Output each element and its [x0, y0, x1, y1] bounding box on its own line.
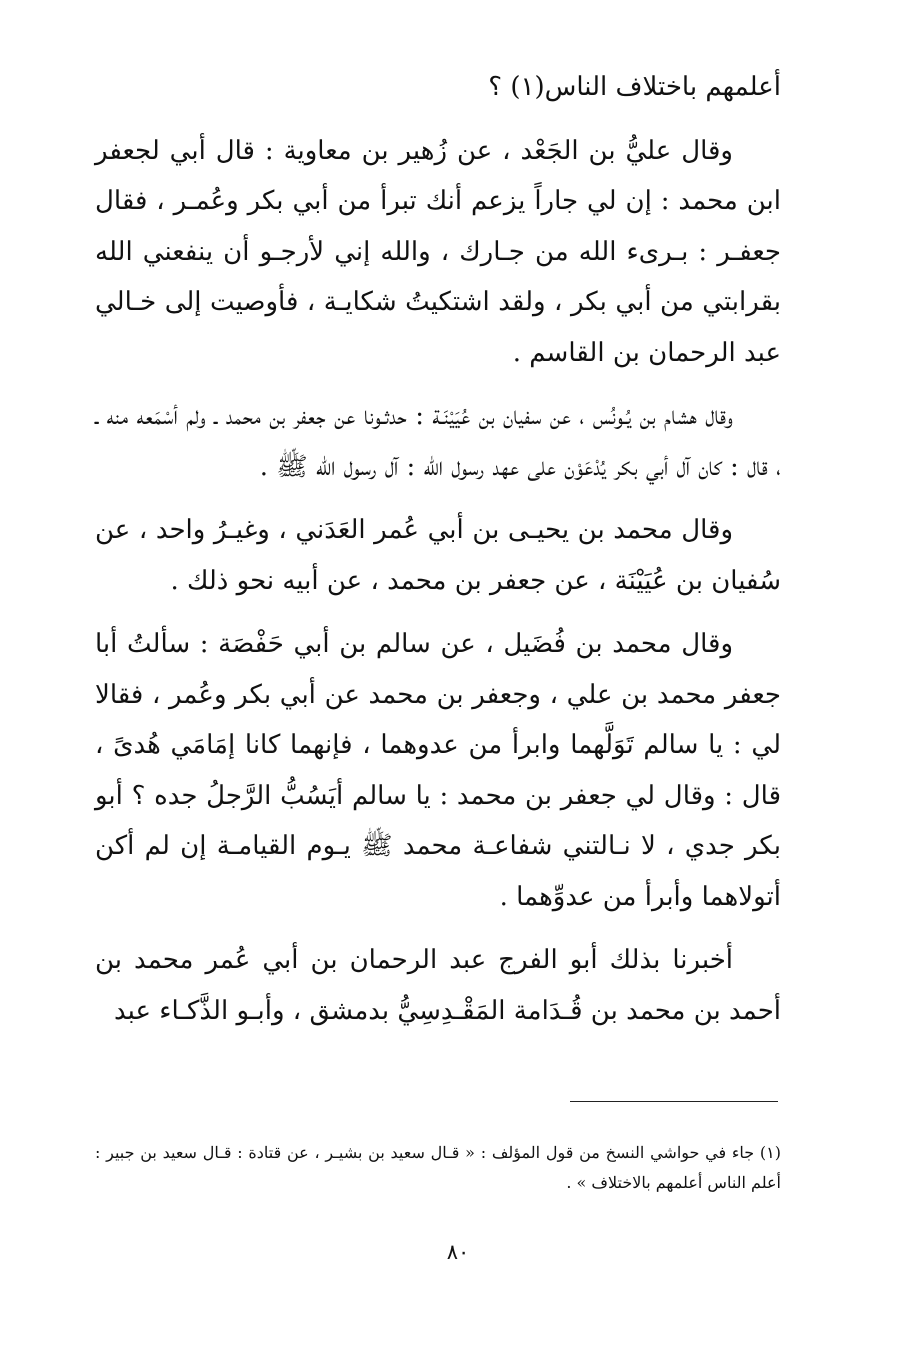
- paragraph-continuation: أعلمهم باختلاف الناس(١) ؟: [488, 72, 781, 102]
- footnote-separator: [570, 1101, 778, 1102]
- footnote: (١) جاء في حواشي النسخ من قول المؤلف : « قـال سعيد بن بشيـر ، عن قتادة : قـال سعيد بن جبير : أعلم الناس أعلمهم بالاختلاف » .: [95, 1143, 781, 1192]
- paragraph: وقال محمد بن يحيـى بن أبي عُمر العَدَني ، وغيـرُ واحد ، عن سُفيان بن عُيَيْنَة ، عن جعفر بن محمد ، عن أبيه نحو ذلك .: [95, 515, 781, 596]
- page-number: ٨٠: [446, 1240, 470, 1264]
- paragraph: وقال هشام بن يُـونُس ، عن سفيان بن عُيَيْنَـة : حدثـونا عن جعفر بن محمد ـ ولم أسْمَعه منه ـ ، قال : كان آل أبي بكر يُدْعَوْن على عهد رسول الله : آل رسول الله ﷺ .: [95, 401, 781, 482]
- paragraph: أخبرنا بذلك أبو الفرج عبد الرحمان بن أبي عُمر محمد بن أحمد بن محمد بن قُـدَامة المَقْـدِسِيُّ بدمشق ، وأبـو الذَّكـاء عبد: [95, 945, 781, 1026]
- paragraph: وقال محمد بن فُضَيل ، عن سالم بن أبي حَفْصَة : سألتُ أبا جعفر محمد بن علي ، وجعفر بن محمد عن أبي بكر وعُمر ، فقالا لي : يا سالم تَوَلَّهما وابرأ من عدوهما ، فإنهما كانا إمَامَي هُدىً ، قال : وقال لي جعفر بن محمد : يا سالم أيَسُبُّ الرَّجلُ جده ؟ أبو بكر جدي ، لا نـالتني شفاعـة محمد ﷺ يـوم القيامـة إن لم أكن أتولاهما وأبرأ من عدوِّهما .: [95, 629, 781, 912]
- paragraph: وقال عليُّ بن الجَعْد ، عن زُهير بن معاوية : قال أبي لجعفر ابن محمد : إن لي جاراً يزعم أنك تبرأ من أبي بكر وعُمـر ، فقال جعفـر : بـرىء الله من جـارك ، والله إني لأرجـو أن ينفعني الله بقرابتي من أبي بكر ، ولقد اشتكيتُ شكايـة ، فأوصيت إلى خـالي عبد الرحمان بن القاسم .: [95, 135, 781, 368]
- main-text: [95, 62, 781, 1036]
